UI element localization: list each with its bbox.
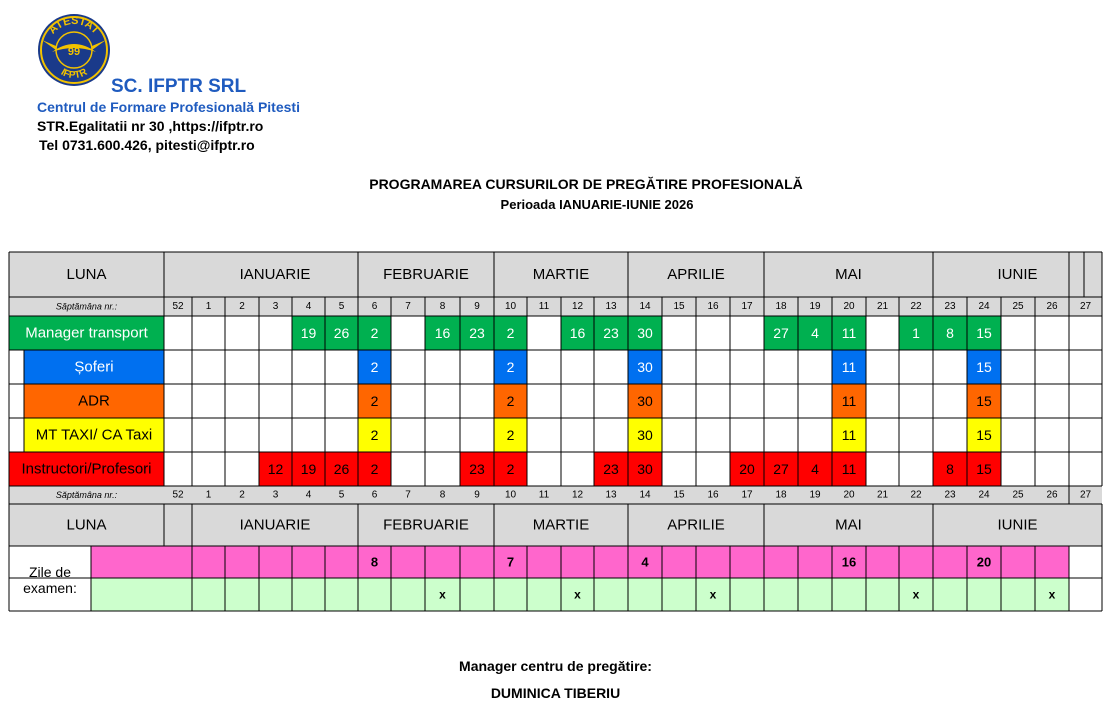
week-number: 25 xyxy=(1012,489,1024,501)
week-number: 4 xyxy=(305,301,312,312)
course-start-day: 2 xyxy=(370,461,379,477)
week-number: 7 xyxy=(405,301,411,312)
week-number: 11 xyxy=(538,301,550,312)
week-number: 16 xyxy=(707,301,719,312)
exam-mark: x xyxy=(709,587,717,602)
week-number-label: Săptămâna nr.: xyxy=(55,490,118,500)
week-number: 15 xyxy=(673,489,685,501)
week-number: 27 xyxy=(1079,489,1092,501)
svg-text:99: 99 xyxy=(67,46,81,58)
exam-day: 7 xyxy=(506,554,515,570)
week-number: 19 xyxy=(809,301,821,312)
month-header: FEBRUARIE xyxy=(383,266,469,283)
exam-day: 20 xyxy=(976,554,992,570)
week-number: 24 xyxy=(978,301,990,312)
course-start-day: 2 xyxy=(370,427,379,443)
course-start-day: 2 xyxy=(506,359,515,375)
exam-mark: x xyxy=(574,587,581,602)
week-number: 5 xyxy=(338,301,345,312)
course-start-day: 4 xyxy=(811,461,819,477)
week-number: 15 xyxy=(673,301,685,312)
week-number: 3 xyxy=(272,301,279,312)
week-number: 4 xyxy=(305,489,312,501)
course-start-day: 30 xyxy=(637,427,653,443)
document-period: Perioada IANUARIE-IUNIE 2026 xyxy=(500,197,694,212)
week-number: 13 xyxy=(605,301,617,312)
signature-name: DUMINICA TIBERIU xyxy=(490,685,621,701)
course-start-day: 26 xyxy=(333,325,350,341)
company-contact: Tel 0731.600.426, pitesti@ifptr.ro xyxy=(39,137,255,153)
week-number: 18 xyxy=(775,301,787,312)
week-number: 13 xyxy=(605,489,617,501)
week-number: 10 xyxy=(504,489,517,501)
course-start-day: 23 xyxy=(469,325,485,341)
course-row-label: Șoferi xyxy=(74,358,114,376)
course-start-day: 19 xyxy=(300,461,317,477)
week-number: 8 xyxy=(439,489,446,501)
course-start-day: 2 xyxy=(506,427,515,443)
week-number: 26 xyxy=(1046,489,1058,501)
week-number: 9 xyxy=(474,489,480,501)
week-number: 19 xyxy=(809,489,821,501)
week-number: 6 xyxy=(371,489,378,501)
course-start-day: 11 xyxy=(841,427,857,443)
week-number: 3 xyxy=(272,489,279,501)
course-start-day: 2 xyxy=(370,359,379,375)
week-number: 14 xyxy=(639,489,651,501)
week-number: 12 xyxy=(571,489,584,501)
week-number: 5 xyxy=(338,489,345,501)
svg-text:ATESTAT: ATESTAT xyxy=(46,14,102,37)
week-number: 26 xyxy=(1046,301,1058,312)
week-number: 6 xyxy=(371,301,378,312)
course-start-day: 1 xyxy=(912,325,920,341)
week-number: 2 xyxy=(239,301,245,312)
week-number: 10 xyxy=(504,301,517,312)
month-header: FEBRUARIE xyxy=(383,516,469,534)
course-start-day: 11 xyxy=(841,393,857,409)
company-address: STR.Egalitatii nr 30 ,https://ifptr.ro xyxy=(37,118,264,134)
exam-label: examen: xyxy=(23,580,77,596)
week-number: 17 xyxy=(741,301,753,312)
course-start-day: 30 xyxy=(637,325,653,341)
course-start-day: 30 xyxy=(637,393,653,409)
week-number: 24 xyxy=(978,489,990,501)
course-row-label: Instructori/Profesori xyxy=(21,460,152,478)
exam-mark: x xyxy=(439,587,446,602)
week-number: 14 xyxy=(639,301,651,312)
course-start-day: 2 xyxy=(370,325,379,341)
week-number-label: Săptămâna nr.: xyxy=(55,301,118,312)
month-header: APRILIE xyxy=(667,516,725,534)
course-start-day: 2 xyxy=(506,461,515,477)
month-header: IANUARIE xyxy=(239,266,311,283)
training-center-name: Centrul de Formare Profesională Pitesti xyxy=(37,99,300,115)
week-number: 21 xyxy=(876,489,889,501)
week-number: 16 xyxy=(707,489,719,501)
luna-header: LUNA xyxy=(66,516,107,534)
course-start-day: 15 xyxy=(976,325,992,341)
week-number: 25 xyxy=(1012,301,1024,312)
course-row-label: Manager transport xyxy=(25,324,148,342)
week-number: 22 xyxy=(910,489,922,501)
course-start-day: 23 xyxy=(603,461,619,477)
week-number: 7 xyxy=(405,489,411,501)
course-start-day: 27 xyxy=(773,461,789,477)
week-number: 8 xyxy=(439,301,446,312)
course-start-day: 26 xyxy=(333,461,350,477)
course-start-day: 2 xyxy=(370,393,379,409)
month-header: MAI xyxy=(835,266,862,283)
course-start-day: 20 xyxy=(739,461,755,477)
course-start-day: 12 xyxy=(267,461,284,477)
exam-day: 8 xyxy=(370,554,379,570)
week-number: 20 xyxy=(843,489,855,501)
course-start-day: 23 xyxy=(469,461,485,477)
month-header: MAI xyxy=(835,516,862,534)
course-start-day: 11 xyxy=(841,461,857,477)
week-number: 52 xyxy=(172,301,184,312)
luna-header: LUNA xyxy=(66,266,107,283)
course-start-day: 30 xyxy=(637,461,653,477)
signature-title: Manager centru de pregătire: xyxy=(459,658,652,674)
month-header: APRILIE xyxy=(667,266,725,283)
course-start-day: 15 xyxy=(976,359,992,375)
week-number: 11 xyxy=(538,489,550,501)
course-start-day: 8 xyxy=(946,461,954,477)
course-start-day: 15 xyxy=(976,461,992,477)
week-number: 20 xyxy=(843,301,855,312)
month-header: IUNIE xyxy=(997,266,1038,283)
course-start-day: 11 xyxy=(841,325,857,341)
course-start-day: 30 xyxy=(637,359,653,375)
course-row-label: ADR xyxy=(78,392,110,410)
month-header: MARTIE xyxy=(532,516,590,534)
course-start-day: 2 xyxy=(506,393,515,409)
exam-day: 4 xyxy=(641,554,649,570)
month-header: MARTIE xyxy=(532,266,590,283)
exam-label: Zile de xyxy=(28,564,72,580)
course-row-label: MT TAXI/ CA Taxi xyxy=(35,426,153,444)
week-number: 18 xyxy=(775,489,787,501)
document-title: PROGRAMAREA CURSURILOR DE PREGĂTIRE PROFESIONALĂ xyxy=(369,176,803,192)
course-start-day: 16 xyxy=(569,325,586,341)
exam-day: 16 xyxy=(841,554,857,570)
week-number: 1 xyxy=(205,301,212,312)
company-name: SC. IFPTR SRL xyxy=(111,76,247,97)
week-number: 17 xyxy=(741,489,753,501)
month-header: IUNIE xyxy=(997,516,1038,534)
week-number: 23 xyxy=(944,489,956,501)
course-start-day: 19 xyxy=(300,325,317,341)
course-start-day: 15 xyxy=(976,427,992,443)
week-number: 27 xyxy=(1079,301,1092,312)
week-number: 2 xyxy=(239,489,245,501)
exam-mark: x xyxy=(912,587,920,602)
course-start-day: 8 xyxy=(946,325,954,341)
course-start-day: 16 xyxy=(434,325,451,341)
week-number: 22 xyxy=(910,301,922,312)
week-number: 12 xyxy=(571,301,584,312)
course-start-day: 15 xyxy=(976,393,992,409)
week-number: 9 xyxy=(474,301,480,312)
week-number: 23 xyxy=(944,301,956,312)
month-header: IANUARIE xyxy=(239,516,311,534)
exam-mark: x xyxy=(1048,587,1056,602)
week-number: 1 xyxy=(205,489,212,501)
course-start-day: 23 xyxy=(603,325,619,341)
exam-days-band xyxy=(91,546,1069,578)
course-start-day: 27 xyxy=(773,325,789,341)
svg-text:IFPTR: IFPTR xyxy=(58,66,90,82)
course-start-day: 2 xyxy=(506,325,515,341)
week-number: 21 xyxy=(876,301,889,312)
course-start-day: 4 xyxy=(811,325,819,341)
week-number: 52 xyxy=(172,489,184,501)
course-start-day: 11 xyxy=(841,359,857,375)
